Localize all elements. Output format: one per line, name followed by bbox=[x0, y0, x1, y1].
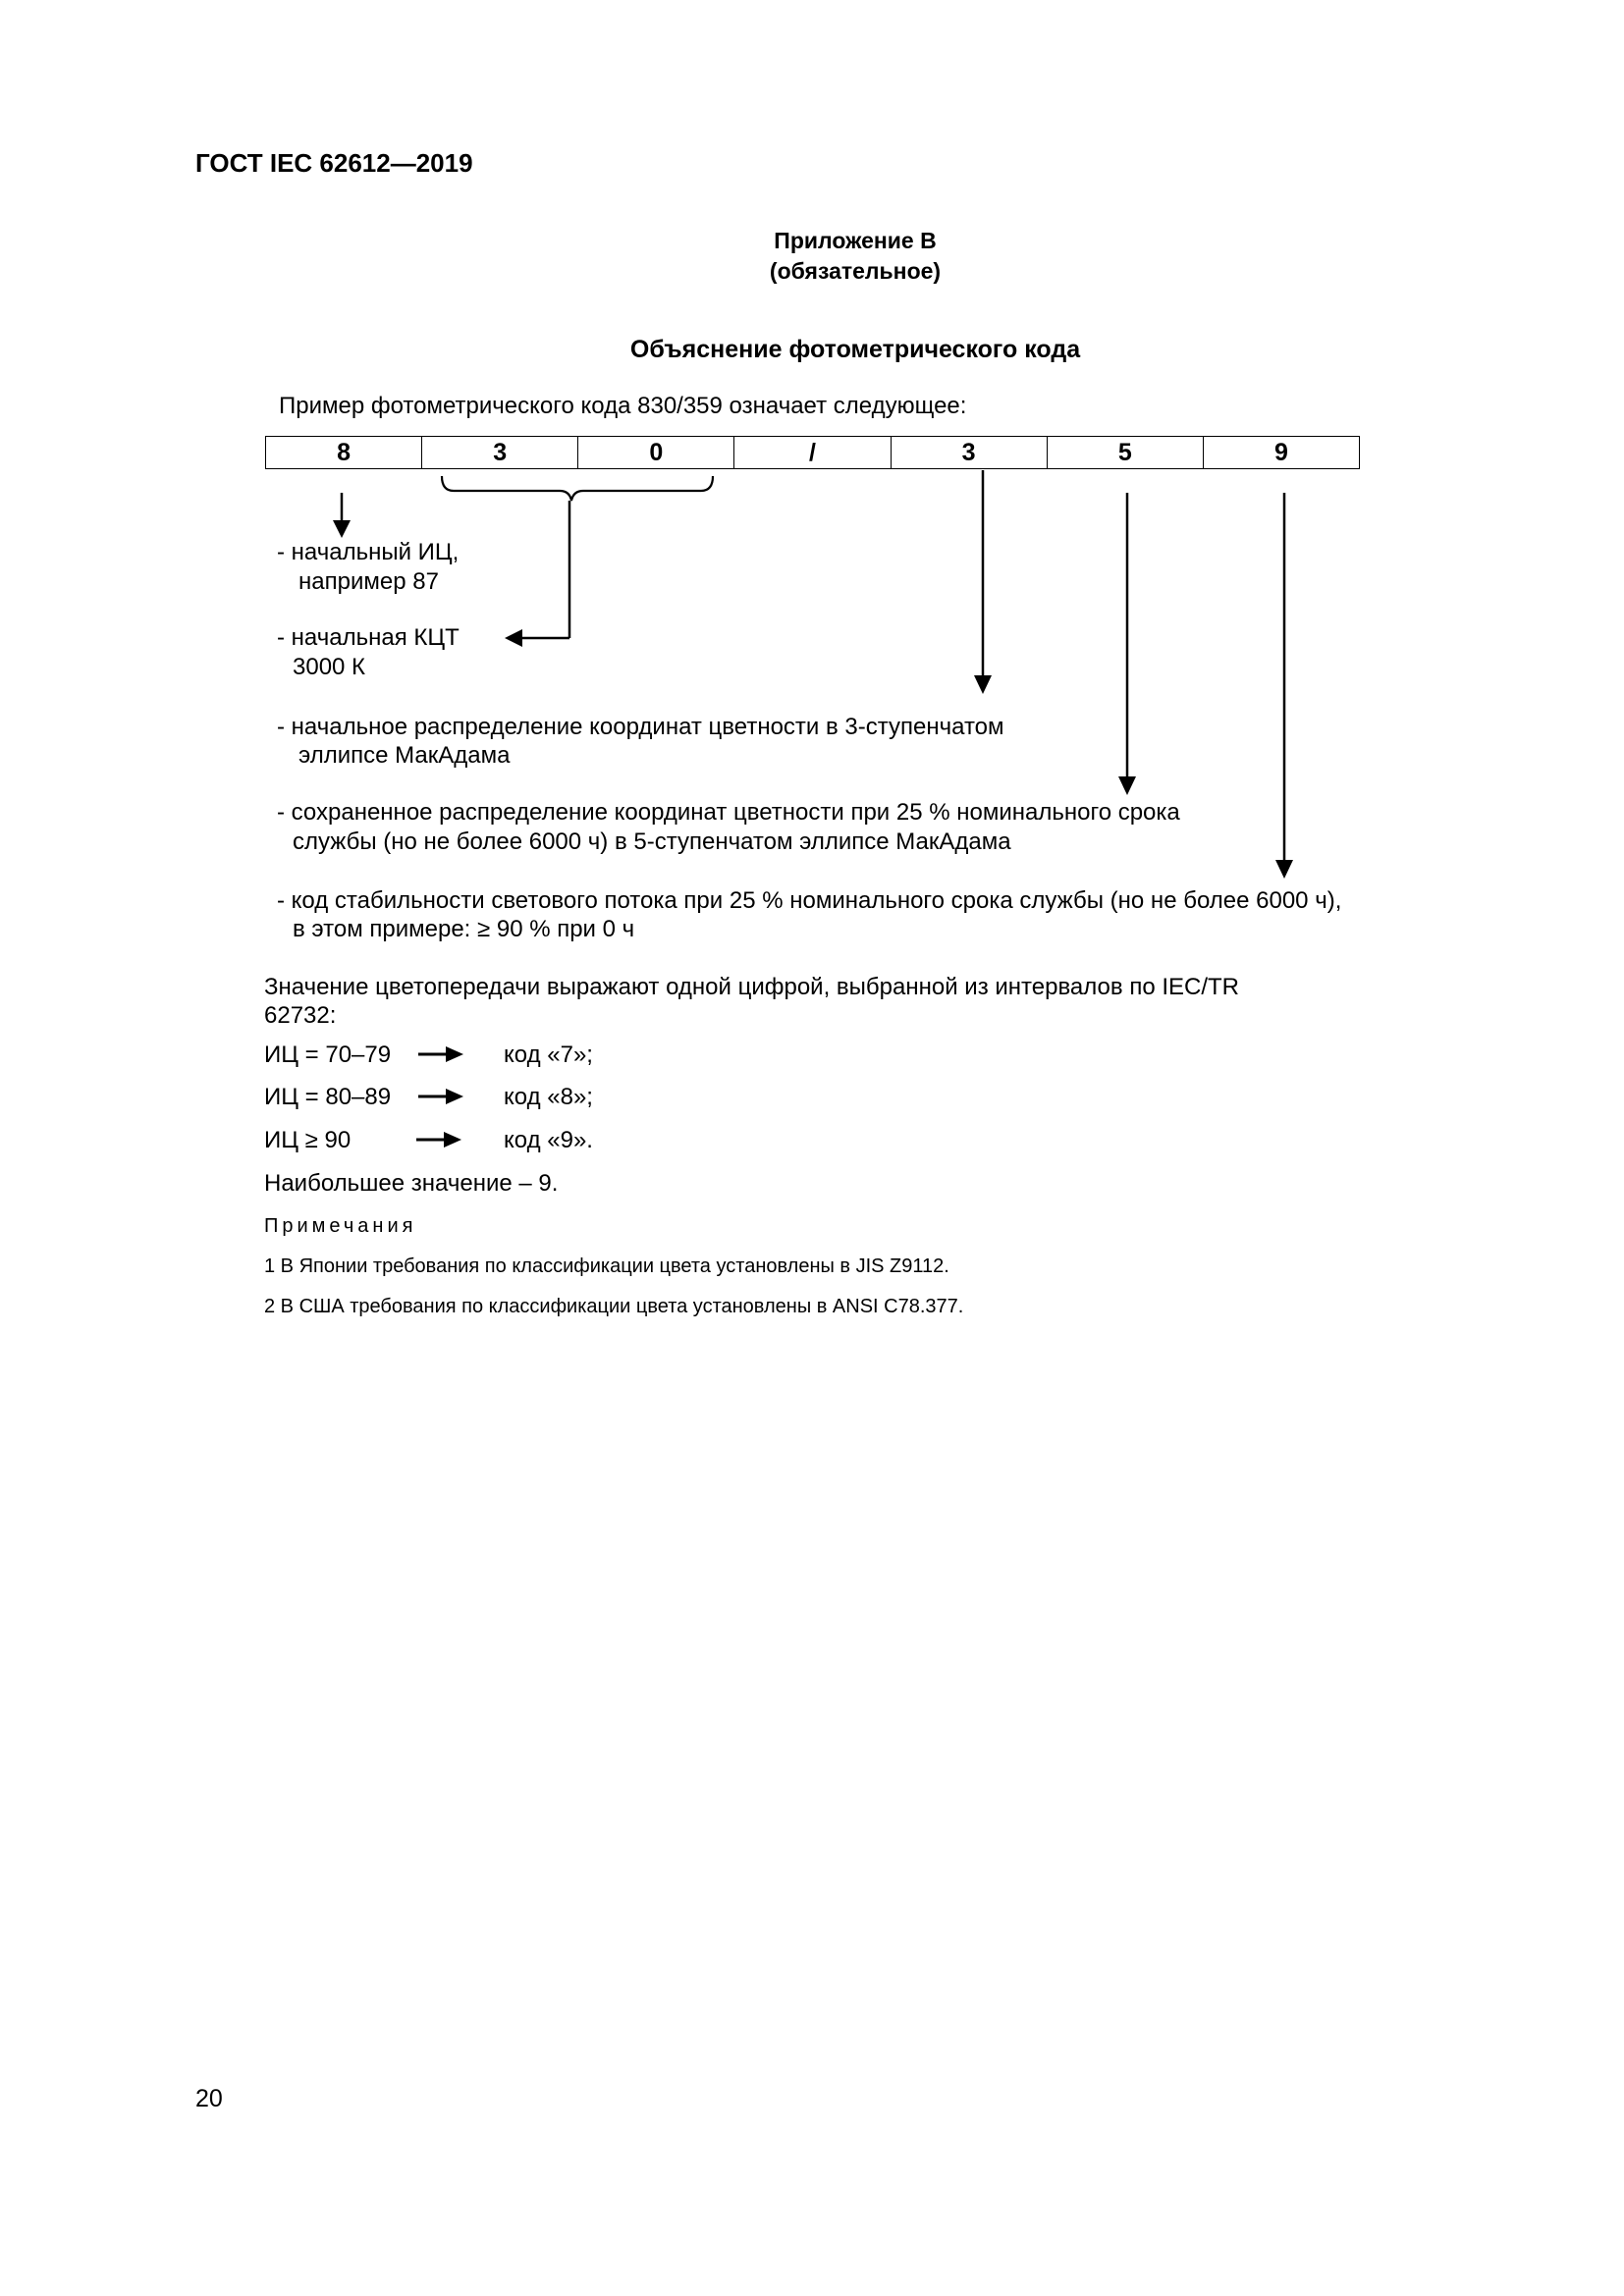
arrow-right-mapping-3 bbox=[416, 1132, 461, 1148]
explanation-cri-line2: например 87 bbox=[298, 568, 439, 595]
arrow-down-initial bbox=[974, 470, 992, 694]
explanation-flux-line2: в этом примере: ≥ 90 % при 0 ч bbox=[293, 916, 635, 942]
code-cell-maintained-chromaticity: 5 bbox=[1047, 437, 1203, 469]
cri-text-line2: 62732: bbox=[264, 1002, 337, 1029]
page-number: 20 bbox=[195, 2085, 223, 2112]
code-cell-cct-1: 3 bbox=[422, 437, 578, 469]
brace-cct bbox=[442, 476, 713, 501]
mapping-range-1: ИЦ = 70–79 bbox=[264, 1041, 392, 1068]
code-cell-cct-2: 0 bbox=[578, 437, 734, 469]
mapping-code-1: код «7»; bbox=[504, 1041, 593, 1068]
explanation-maintained-line2: службы (но не более 6000 ч) в 5-ступенчатом эллипсе МакАдама bbox=[293, 828, 1011, 855]
explanation-initial-line2: эллипсе МакАдама bbox=[298, 742, 511, 769]
mapping-range-2: ИЦ = 80–89 bbox=[264, 1084, 392, 1110]
annex-heading: Объяснение фотометрического кода bbox=[629, 336, 1081, 363]
annex-status: (обязательное) bbox=[769, 258, 942, 284]
explanation-cri-line1: - начальный ИЦ, bbox=[277, 539, 460, 565]
arrow-right-mapping-1 bbox=[418, 1046, 463, 1062]
cri-text-line1: Значение цветопередачи выражают одной цифрой, выбранной из интервалов по IEC/TR bbox=[264, 974, 1239, 1000]
code-cell-initial-chromaticity: 3 bbox=[891, 437, 1047, 469]
mapping-range-3: ИЦ ≥ 90 bbox=[264, 1127, 352, 1153]
explanation-cct-line1: - начальная КЦТ bbox=[277, 624, 460, 651]
arrow-down-cri bbox=[333, 493, 351, 538]
note-2: 2 В США требования по классификации цвета установлены в ANSI C78.377. bbox=[264, 1296, 964, 1317]
arrow-left-cct bbox=[505, 501, 569, 647]
explanation-initial-line1: - начальное распределение координат цветности в 3-ступенчатом bbox=[277, 714, 1004, 740]
annex-title: Приложение В bbox=[774, 228, 937, 253]
notes-title: Примечания bbox=[264, 1215, 417, 1237]
intro-text: Пример фотометрического кода 830/359 означает следующее: bbox=[279, 393, 967, 419]
code-cell-flux-maintenance: 9 bbox=[1203, 437, 1359, 469]
note-1: 1 В Японии требования по классификации цвета установлены в JIS Z9112. bbox=[264, 1255, 949, 1277]
document-id: ГОСТ IEC 62612—2019 bbox=[195, 148, 473, 178]
mapping-code-2: код «8»; bbox=[504, 1084, 593, 1110]
explanation-cct-line2: 3000 К bbox=[293, 654, 366, 680]
arrow-right-mapping-2 bbox=[418, 1089, 463, 1104]
code-cell-cri: 8 bbox=[266, 437, 422, 469]
explanation-flux-line1: - код стабильности светового потока при 25 % номинального срока службы (но не более 6000 ч), bbox=[277, 887, 1342, 914]
arrow-down-flux bbox=[1275, 493, 1293, 879]
max-value-text: Наибольшее значение – 9. bbox=[264, 1170, 559, 1197]
arrow-down-maintained bbox=[1118, 493, 1136, 795]
mapping-code-3: код «9». bbox=[504, 1127, 593, 1153]
code-cell-separator: / bbox=[734, 437, 891, 469]
explanation-maintained-line1: - сохраненное распределение координат цветности при 25 % номинального срока bbox=[277, 799, 1180, 826]
